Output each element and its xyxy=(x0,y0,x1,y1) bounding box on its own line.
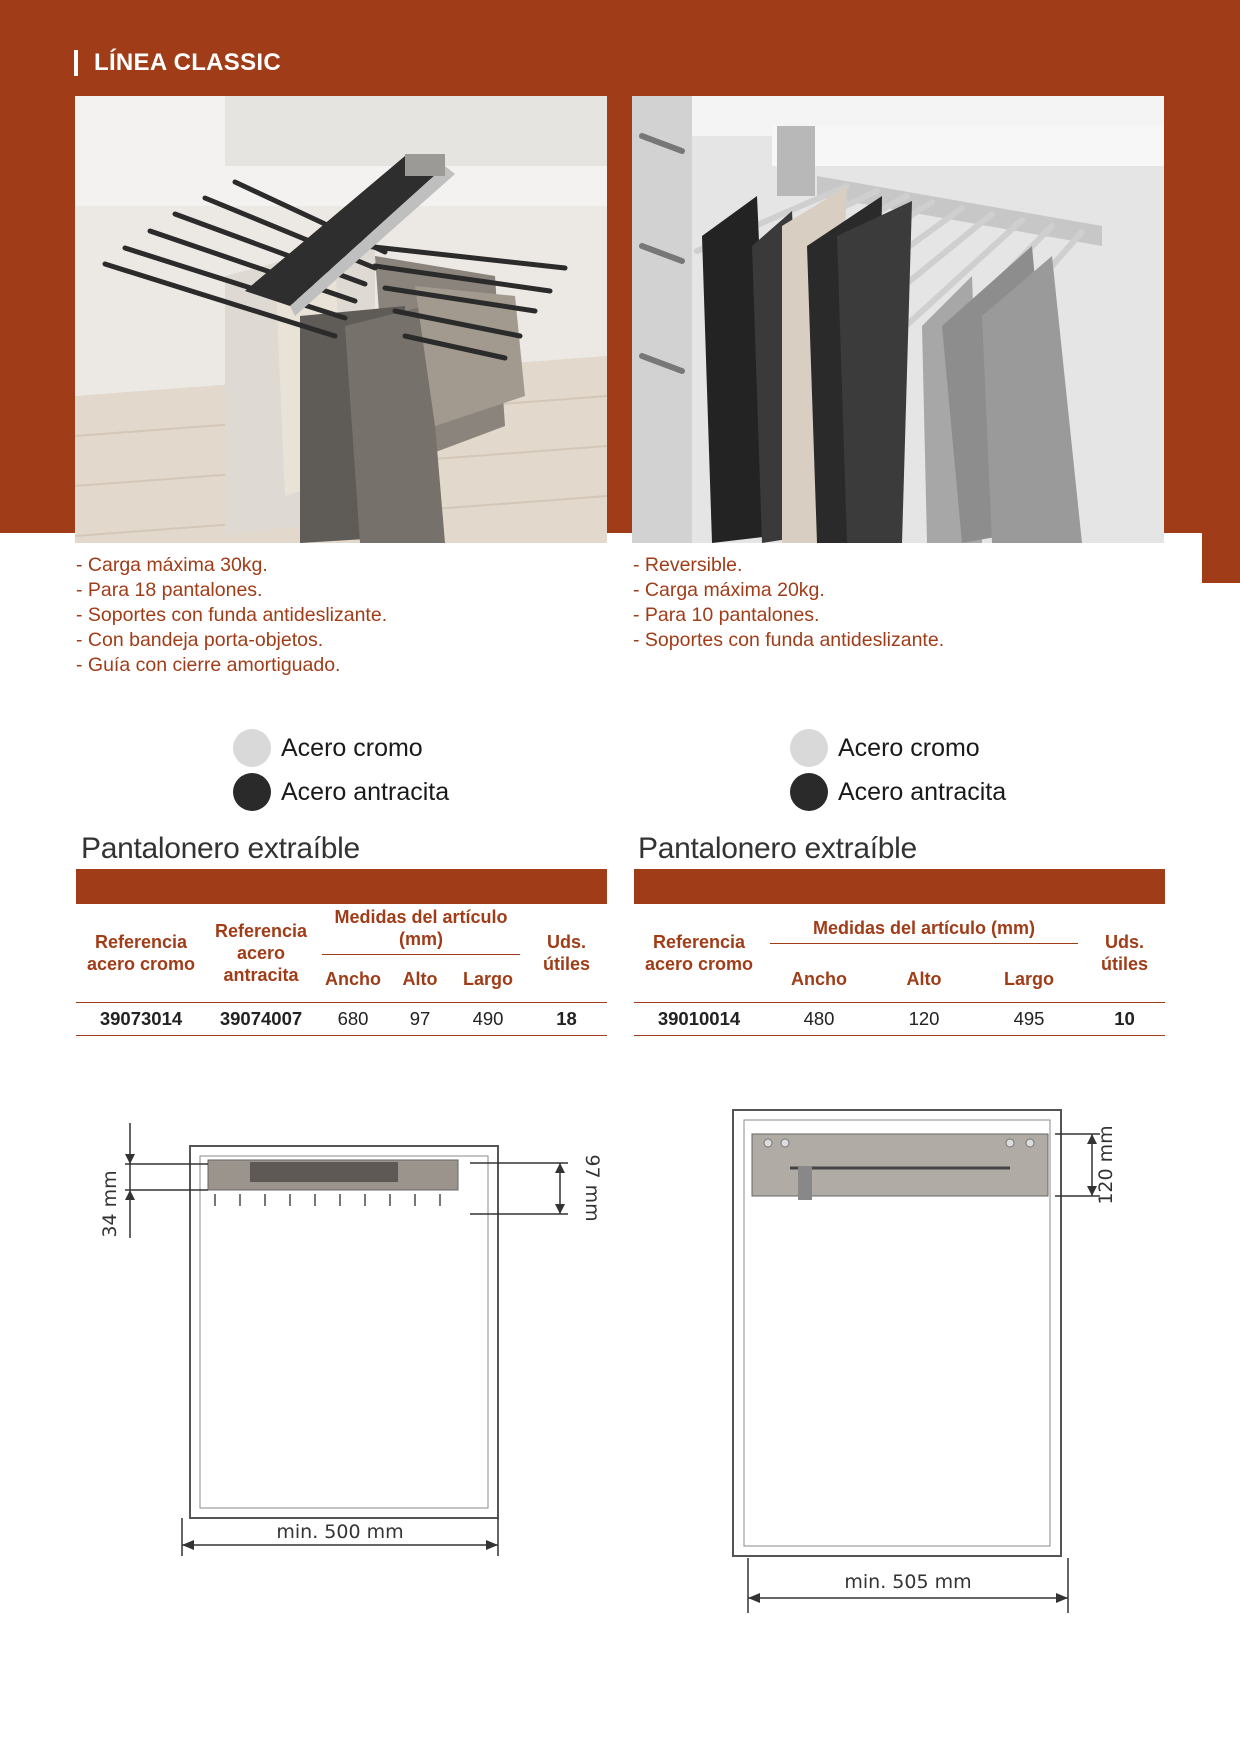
feature-item: - Carga máxima 30kg. xyxy=(76,554,268,576)
col-header-ancho: Ancho xyxy=(325,969,381,989)
finish-anthracite xyxy=(233,770,449,814)
anthracite-swatch xyxy=(790,773,828,811)
col-header-medidas: Medidas del artículo (mm) xyxy=(764,904,1084,956)
cell-ancho: 480 xyxy=(764,1003,874,1036)
spec-table-right xyxy=(634,904,1165,1036)
col-header-ref-cromo: Referencia acero cromo xyxy=(86,932,196,974)
finish-label: Acero cromo xyxy=(838,733,980,762)
finish-anthracite xyxy=(790,770,1006,814)
col-header-uds: Uds. útiles xyxy=(542,932,590,974)
page-title: LÍNEA CLASSIC xyxy=(94,49,282,76)
cell-uds: 18 xyxy=(526,1003,607,1036)
section-header xyxy=(74,48,281,78)
dim-min-width: min. 505 mm xyxy=(844,1571,972,1593)
table-header-bar-right xyxy=(634,869,1165,904)
col-header-uds: Uds. útiles xyxy=(1100,932,1148,974)
finish-label: Acero antracita xyxy=(281,777,450,806)
technical-drawing-left xyxy=(90,1098,610,1558)
finish-chrome xyxy=(790,726,1006,770)
finish-options-left xyxy=(233,726,449,814)
table-row xyxy=(76,1003,607,1036)
col-header-alto: Alto xyxy=(402,969,438,989)
technical-drawing-right xyxy=(660,1098,1140,1638)
product-title-left: Pantalonero extraíble xyxy=(81,832,360,865)
features-list-left xyxy=(76,553,596,678)
spec-table-left xyxy=(76,904,607,1036)
col-header-ref-cromo: Referencia acero cromo xyxy=(644,932,754,974)
feature-item: - Carga máxima 20kg. xyxy=(633,579,825,601)
dim-34mm: 34 mm xyxy=(99,1170,121,1238)
chrome-swatch xyxy=(233,729,271,767)
cell-alto: 97 xyxy=(390,1003,450,1036)
feature-item: - Con bandeja porta-objetos. xyxy=(76,629,324,651)
col-header-largo: Largo xyxy=(1003,969,1054,989)
col-header-largo: Largo xyxy=(462,969,513,989)
col-header-alto: Alto xyxy=(906,969,942,989)
cell-largo: 495 xyxy=(974,1003,1084,1036)
cell-uds: 10 xyxy=(1084,1003,1165,1036)
product-photo-chrome xyxy=(632,96,1164,543)
anthracite-swatch xyxy=(233,773,271,811)
product-title-right: Pantalonero extraíble xyxy=(638,832,917,865)
cell-alto: 120 xyxy=(874,1003,974,1036)
feature-item: - Reversible. xyxy=(633,554,743,576)
dim-97mm: 97 mm xyxy=(581,1154,603,1222)
dim-120mm: 120 mm xyxy=(1095,1125,1117,1205)
table-header-bar-left xyxy=(76,869,607,904)
dim-min-width: min. 500 mm xyxy=(276,1521,404,1543)
features-list-right xyxy=(633,553,1153,653)
feature-item: - Para 10 pantalones. xyxy=(633,604,820,626)
feature-item: - Para 18 pantalones. xyxy=(76,579,263,601)
finish-chrome xyxy=(233,726,449,770)
chrome-swatch xyxy=(790,729,828,767)
cell-ref-cromo: 39073014 xyxy=(76,1003,206,1036)
col-header-medidas: Medidas del artículo (mm) xyxy=(316,904,526,956)
feature-item: - Guía con cierre amortiguado. xyxy=(76,654,341,676)
finish-label: Acero antracita xyxy=(838,777,1007,806)
finish-label: Acero cromo xyxy=(281,733,423,762)
cell-ancho: 680 xyxy=(316,1003,390,1036)
feature-item: - Soportes con funda antideslizante. xyxy=(76,604,388,626)
page-edge-tab xyxy=(1202,533,1240,583)
cell-ref-antracita: 39074007 xyxy=(206,1003,316,1036)
header-marker xyxy=(74,50,78,76)
cell-ref-cromo: 39010014 xyxy=(634,1003,764,1036)
cell-largo: 490 xyxy=(450,1003,526,1036)
table-row xyxy=(634,1003,1165,1036)
col-header-ancho: Ancho xyxy=(791,969,847,989)
finish-options-right xyxy=(790,726,1006,814)
feature-item: - Soportes con funda antideslizante. xyxy=(633,629,945,651)
product-photo-anthracite xyxy=(75,96,607,543)
col-header-ref-antracita: Referencia acero antracita xyxy=(214,921,308,985)
